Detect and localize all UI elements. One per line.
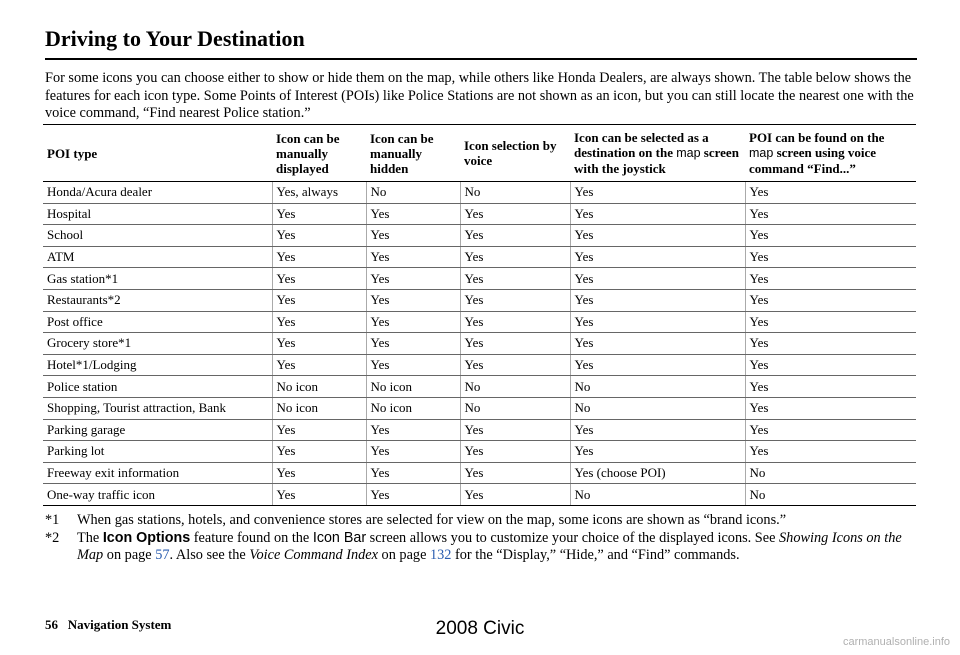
table-row [43, 354, 916, 376]
manually-hidden-cell: No [366, 182, 460, 204]
page-132-link[interactable]: 132 [430, 547, 452, 563]
table-row [43, 441, 916, 463]
header-manually-hidden: Icon can be manually hidden [366, 125, 460, 182]
poi-type-cell: Freeway exit information [43, 462, 272, 484]
joystick-destination-cell: No [570, 397, 745, 419]
voice-find-cell: Yes [745, 203, 916, 225]
icon-options-term: Icon Options [102, 529, 191, 546]
table-row [43, 419, 916, 441]
header-text: Icon can be selected as a destination on the [574, 130, 709, 160]
footnote-text: . Also see the [169, 547, 250, 563]
table-row [43, 397, 916, 419]
voice-selection-cell: Yes [460, 225, 570, 247]
joystick-destination-cell: Yes [570, 354, 745, 376]
manually-hidden-cell: No icon [366, 376, 460, 398]
voice-selection-cell: Yes [460, 441, 570, 463]
table-row [43, 311, 916, 333]
joystick-destination-cell: Yes [570, 268, 745, 290]
poi-type-cell: Honda/Acura dealer [43, 182, 272, 204]
voice-selection-cell: Yes [460, 268, 570, 290]
manually-displayed-cell: Yes [272, 419, 366, 441]
joystick-destination-cell: Yes [570, 182, 745, 204]
footnote-marker: *1 [45, 512, 60, 528]
manually-displayed-cell: Yes [272, 462, 366, 484]
page-title: Driving to Your Destination [45, 26, 305, 51]
joystick-destination-cell: Yes [570, 333, 745, 355]
voice-find-cell: Yes [745, 289, 916, 311]
voice-selection-cell: No [460, 397, 570, 419]
manually-hidden-cell: Yes [366, 462, 460, 484]
model-label: 2008 Civic [435, 618, 525, 639]
manually-displayed-cell: Yes [272, 333, 366, 355]
poi-type-cell: Police station [43, 376, 272, 398]
header-selection-by-voice: Icon selection by voice [460, 125, 570, 182]
footnote-2 [45, 530, 925, 565]
page-number: 56 [45, 617, 58, 632]
voice-find-cell: Yes [745, 225, 916, 247]
manually-hidden-cell: Yes [366, 311, 460, 333]
poi-type-cell: ATM [43, 246, 272, 268]
joystick-destination-cell: No [570, 484, 745, 506]
showing-icons-reference: Showing Icons on the Map [77, 529, 902, 563]
voice-selection-cell: Yes [460, 289, 570, 311]
map-term: map [676, 146, 701, 160]
voice-selection-cell: No [460, 376, 570, 398]
joystick-destination-cell: Yes [570, 203, 745, 225]
manually-hidden-cell: Yes [366, 484, 460, 506]
voice-find-cell: No [745, 484, 916, 506]
voice-selection-cell: Yes [460, 462, 570, 484]
title-rule [45, 58, 917, 60]
manually-displayed-cell: Yes, always [272, 182, 366, 204]
icon-bar-term: Icon Bar [312, 529, 367, 546]
voice-selection-cell: Yes [460, 203, 570, 225]
voice-find-cell: No [745, 462, 916, 484]
table-row [43, 376, 916, 398]
joystick-destination-cell: Yes [570, 441, 745, 463]
manually-hidden-cell: Yes [366, 441, 460, 463]
header-find-by-voice [745, 125, 916, 182]
table-row [43, 333, 916, 355]
footnote-text: When gas stations, hotels, and convenience stores are selected for view on the map, some icons are shown as “brand icons.” [77, 512, 787, 528]
manually-displayed-cell: Yes [272, 441, 366, 463]
manually-displayed-cell: Yes [272, 484, 366, 506]
manually-hidden-cell: Yes [366, 354, 460, 376]
map-term: map [749, 146, 774, 160]
manually-displayed-cell: Yes [272, 268, 366, 290]
footnote-text: The [77, 529, 103, 546]
poi-type-cell: Hotel*1/Lodging [43, 354, 272, 376]
joystick-destination-cell: Yes [570, 289, 745, 311]
poi-table [43, 124, 916, 506]
voice-selection-cell: Yes [460, 484, 570, 506]
manually-displayed-cell: Yes [272, 203, 366, 225]
voice-find-cell: Yes [745, 246, 916, 268]
manually-hidden-cell: No icon [366, 397, 460, 419]
voice-selection-cell: Yes [460, 246, 570, 268]
manually-hidden-cell: Yes [366, 246, 460, 268]
voice-find-cell: Yes [745, 419, 916, 441]
watermark: carmanualsonline.info [842, 636, 950, 648]
manually-displayed-cell: Yes [272, 225, 366, 247]
joystick-destination-cell: Yes [570, 225, 745, 247]
voice-find-cell: Yes [745, 182, 916, 204]
joystick-destination-cell: Yes [570, 419, 745, 441]
footnote-text: screen allows you to customize your choice of the displayed icons. See [366, 529, 780, 546]
footnote-text: on page [377, 547, 430, 563]
header-poi-type: POI type [43, 125, 272, 182]
table-row [43, 182, 916, 204]
footnote-text: on page [103, 547, 156, 563]
page-57-link[interactable]: 57 [155, 547, 170, 563]
poi-type-cell: Post office [43, 311, 272, 333]
joystick-destination-cell: No [570, 376, 745, 398]
voice-find-cell: Yes [745, 268, 916, 290]
manually-displayed-cell: No icon [272, 397, 366, 419]
table-row [43, 484, 916, 506]
header-manually-displayed: Icon can be manually displayed [272, 125, 366, 182]
manually-hidden-cell: Yes [366, 268, 460, 290]
intro-paragraph: For some icons you can choose either to show or hide them on the map, while others like Honda Dealers, are always shown. The table below shows the features for each icon type. Some Points of Interest (POIs) like Police Stations are not shown as an icon, but you can still locate the nearest one with the voice command, “Find nearest Police station.” [45, 70, 914, 121]
manually-displayed-cell: Yes [272, 246, 366, 268]
manually-hidden-cell: Yes [366, 333, 460, 355]
joystick-destination-cell: Yes [570, 311, 745, 333]
poi-type-cell: Hospital [43, 203, 272, 225]
voice-find-cell: Yes [745, 354, 916, 376]
footnotes [45, 512, 925, 565]
section-name: Navigation System [67, 617, 172, 632]
manually-hidden-cell: Yes [366, 289, 460, 311]
poi-type-cell: Shopping, Tourist attraction, Bank [43, 397, 272, 419]
header-select-destination [570, 125, 745, 182]
header-text: screen using voice command “Find...” [749, 145, 876, 176]
table-row [43, 225, 916, 247]
poi-type-cell: Parking garage [43, 419, 272, 441]
header-text: screen with the joystick [574, 145, 739, 176]
voice-find-cell: Yes [745, 441, 916, 463]
table-body [43, 182, 916, 506]
voice-selection-cell: No [460, 182, 570, 204]
voice-find-cell: Yes [745, 376, 916, 398]
poi-type-cell: Parking lot [43, 441, 272, 463]
manually-hidden-cell: Yes [366, 203, 460, 225]
footnote-1 [45, 512, 925, 530]
table-row [43, 289, 916, 311]
table-row [43, 462, 916, 484]
poi-type-cell: School [43, 225, 272, 247]
manually-displayed-cell: Yes [272, 354, 366, 376]
footnote-text: feature found on the [190, 529, 313, 546]
voice-selection-cell: Yes [460, 419, 570, 441]
poi-type-cell: One-way traffic icon [43, 484, 272, 506]
poi-type-cell: Gas station*1 [43, 268, 272, 290]
manually-displayed-cell: No icon [272, 376, 366, 398]
manually-displayed-cell: Yes [272, 289, 366, 311]
joystick-destination-cell: Yes (choose POI) [570, 462, 745, 484]
footnote-text: for the “Display,” “Hide,” and “Find” commands. [451, 547, 740, 563]
table-row [43, 268, 916, 290]
poi-type-cell: Restaurants*2 [43, 289, 272, 311]
voice-find-cell: Yes [745, 397, 916, 419]
voice-selection-cell: Yes [460, 333, 570, 355]
table-header-row [43, 125, 916, 182]
voice-selection-cell: Yes [460, 354, 570, 376]
header-text: POI can be found on the [749, 130, 885, 145]
voice-find-cell: Yes [745, 311, 916, 333]
table-row [43, 203, 916, 225]
poi-type-cell: Grocery store*1 [43, 333, 272, 355]
manually-hidden-cell: Yes [366, 225, 460, 247]
joystick-destination-cell: Yes [570, 246, 745, 268]
manually-hidden-cell: Yes [366, 419, 460, 441]
table-row [43, 246, 916, 268]
voice-selection-cell: Yes [460, 311, 570, 333]
voice-find-cell: Yes [745, 333, 916, 355]
footnote-marker: *2 [45, 529, 60, 546]
voice-command-index-reference: Voice Command Index [249, 547, 378, 563]
manually-displayed-cell: Yes [272, 311, 366, 333]
